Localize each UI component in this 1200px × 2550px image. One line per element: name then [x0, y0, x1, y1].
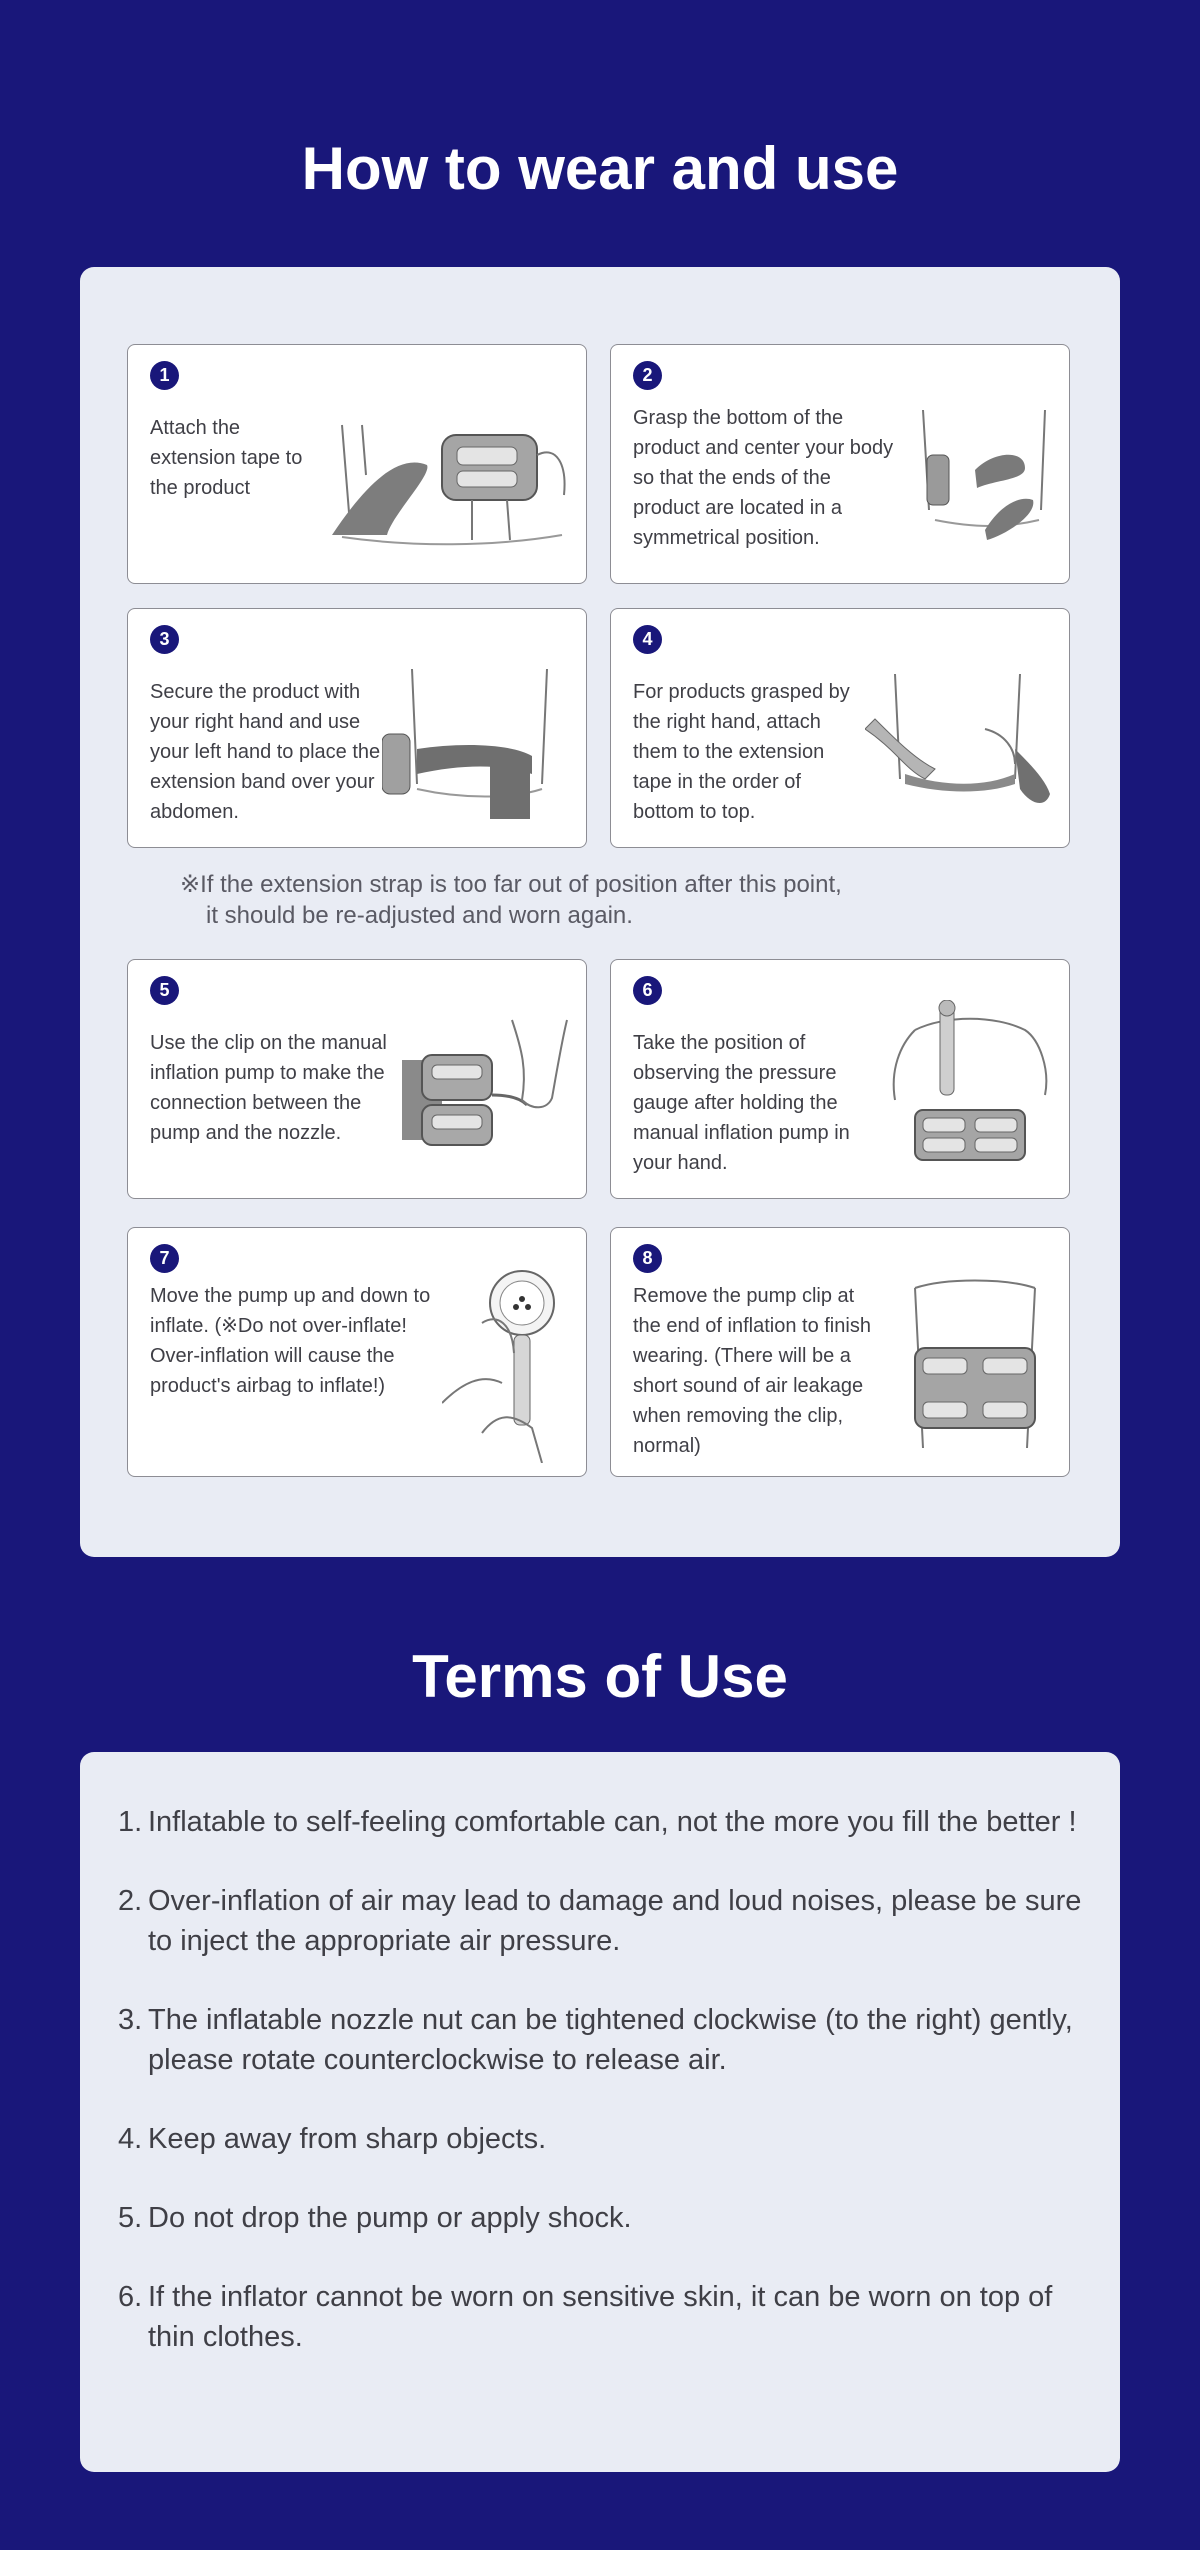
step-number-badge: 7 [150, 1244, 179, 1273]
step-card-4 [610, 608, 1070, 848]
term-text: If the inflator cannot be worn on sensitive skin, it can be worn on top of thin clothes. [148, 2281, 1053, 2353]
term-item-4 [118, 2119, 1098, 2159]
repositioning-note [180, 869, 1040, 931]
how-to-wear-title: How to wear and use [301, 135, 899, 202]
term-text: Do not drop the pump or apply shock. [148, 2202, 632, 2234]
step-card-1 [127, 344, 587, 584]
step-number-badge: 3 [150, 625, 179, 654]
step-number-badge: 5 [150, 976, 179, 1005]
step-text: Grasp the bottom of the product and center your body so that the ends of the product are located in a symmetrical position. [633, 407, 894, 549]
term-number: 5. [118, 2202, 143, 2234]
center-body-illustration-icon [915, 400, 1055, 550]
term-text: Inflatable to self-feeling comfortable can, not the more you fill the better ! [148, 1806, 1077, 1838]
step-number-badge: 2 [633, 361, 662, 390]
step-number-badge: 1 [150, 361, 179, 390]
step-card-8 [610, 1227, 1070, 1477]
term-number: 1. [118, 1806, 143, 1838]
step-card-5 [127, 959, 587, 1199]
term-item-6 [118, 2277, 1098, 2357]
term-number: 4. [118, 2123, 143, 2155]
terms-panel [80, 1752, 1120, 2472]
term-text: Keep away from sharp objects. [148, 2123, 547, 2155]
step-card-7 [127, 1227, 587, 1477]
how-to-wear-panel [80, 267, 1120, 1557]
term-item-5 [118, 2198, 1098, 2238]
term-item-2 [118, 1881, 1098, 1961]
step-text: Take the position of observing the pressure gauge after holding the manual inflation pump in your hand. [633, 1032, 850, 1174]
place-band-illustration-icon [382, 664, 572, 824]
step-text: Move the pump up and down to inflate. (※Do not over-inflate! Over-inflation will cause the product's airbag to inflate!) [150, 1285, 431, 1397]
note-line-2: it should be re-adjusted and worn again. [206, 902, 633, 929]
pump-clip-illustration-icon [402, 1010, 572, 1160]
step-text: Attach the extension tape to the product [150, 417, 303, 499]
term-item-3 [118, 2000, 1098, 2080]
step-number-badge: 4 [633, 625, 662, 654]
step-card-3 [127, 608, 587, 848]
attach-tape-illustration-icon [332, 415, 572, 555]
step-card-6 [610, 959, 1070, 1199]
term-number: 6. [118, 2281, 143, 2313]
hold-pump-illustration-icon [885, 1000, 1055, 1170]
step-text: Secure the product with your right hand and use your left hand to place the extension band over your abdomen. [150, 681, 381, 823]
terms-list [118, 1802, 1098, 2396]
step-card-2 [610, 344, 1070, 584]
inflate-pump-illustration-icon [442, 1263, 572, 1463]
term-item-1 [118, 1802, 1098, 1842]
step-number-badge: 6 [633, 976, 662, 1005]
step-text: For products grasped by the right hand, attach them to the extension tape in the order of bottom to top. [633, 681, 850, 823]
terms-of-use-title: Terms of Use [412, 1643, 788, 1710]
term-text: The inflatable nozzle nut can be tightened clockwise (to the right) gently, please rotate counterclockwise to release air. [148, 2004, 1073, 2076]
step-text: Use the clip on the manual inflation pump to make the connection between the pump and the nozzle. [150, 1032, 387, 1144]
note-line-1: ※If the extension strap is too far out of position after this point, [180, 871, 842, 898]
finish-wearing-illustration-icon [895, 1278, 1055, 1458]
attach-extension-illustration-icon [865, 669, 1055, 819]
term-text: Over-inflation of air may lead to damage and loud noises, please be sure to inject the appropriate air pressure. [148, 1885, 1082, 1957]
term-number: 3. [118, 2004, 143, 2036]
step-number-badge: 8 [633, 1244, 662, 1273]
term-number: 2. [118, 1885, 143, 1917]
step-text: Remove the pump clip at the end of inflation to finish wearing. (There will be a short sound of air leakage when removing the clip, normal) [633, 1285, 871, 1457]
